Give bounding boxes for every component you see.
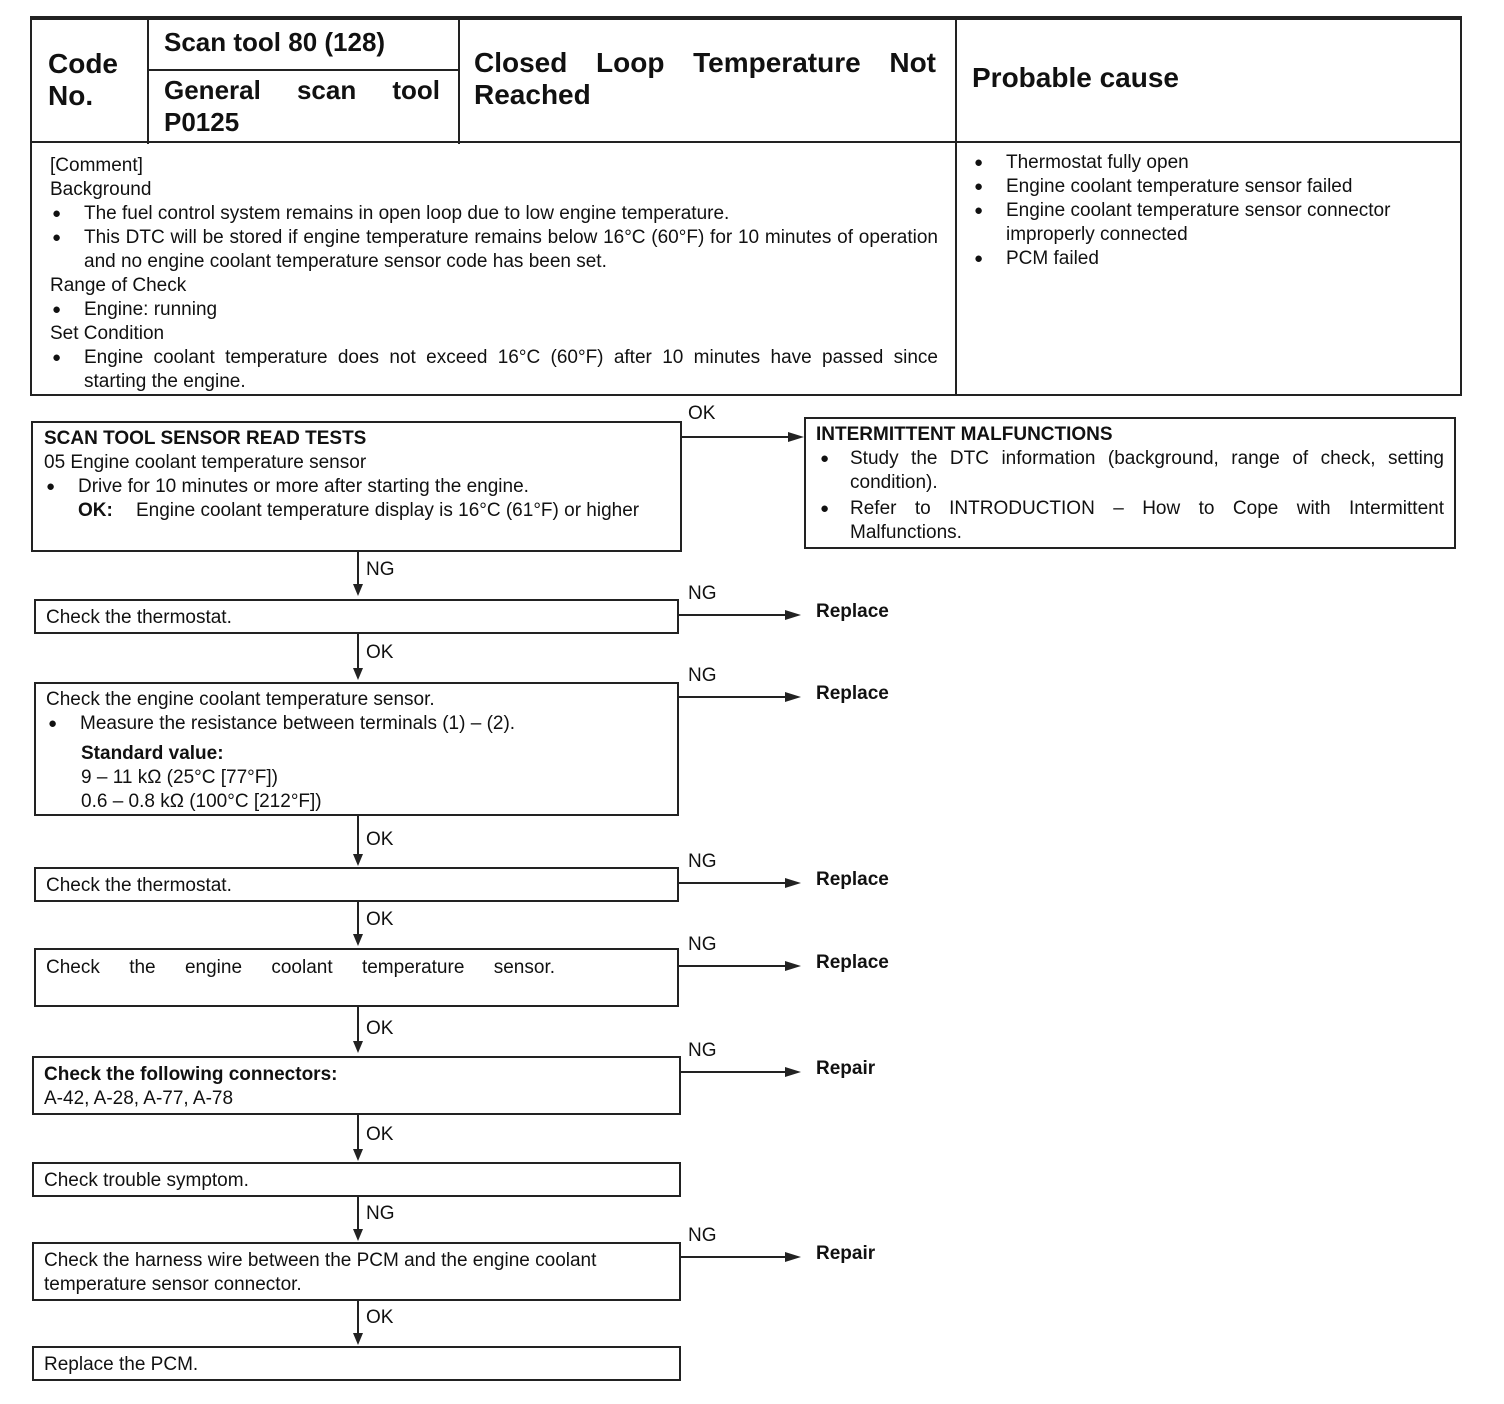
ng-label: NG <box>688 665 717 686</box>
standard-value-1: 9 – 11 kΩ (25°C [77°F]) <box>81 767 278 788</box>
connector-line <box>357 816 359 856</box>
ok-label: OK <box>688 403 716 424</box>
header-divider <box>30 141 1462 143</box>
check-harness-box <box>32 1242 681 1301</box>
scan-test-ok-text: Engine coolant temperature display is 16°C (61°F) or higher <box>136 500 640 521</box>
connector-line <box>681 1071 785 1073</box>
check-connectors-box <box>32 1056 681 1115</box>
scan-test-line: 05 Engine coolant temperature sensor <box>44 452 367 473</box>
result-replace: Replace <box>816 601 889 622</box>
check-harness-text: Check the harness wire between the PCM and the engine coolant temperature sensor connector. <box>44 1250 597 1295</box>
scan-test-bullet: ● Drive for 10 minutes or more after starting the engine. <box>44 475 670 499</box>
check-trouble-symptom-box <box>32 1162 681 1197</box>
result-replace: Replace <box>816 952 889 973</box>
ok-label: OK <box>366 909 394 930</box>
connector-line <box>679 882 785 884</box>
ok-label: OK <box>366 1124 394 1145</box>
result-replace: Replace <box>816 683 889 704</box>
background-item: ● The fuel control system remains in open loop due to low engine temperature. <box>50 202 938 226</box>
connector-line <box>357 902 359 936</box>
background-label: Background <box>50 179 152 200</box>
ng-label: NG <box>688 583 717 604</box>
check-thermostat-text: Check the thermostat. <box>46 875 232 896</box>
check-ect-text: Check the engine coolant temperature sensor. <box>46 957 555 978</box>
probable-cause-title: Probable cause <box>972 62 1179 93</box>
scan-test-title: SCAN TOOL SENSOR READ TESTS <box>44 428 367 449</box>
ok-label: OK <box>366 1307 394 1328</box>
check-thermostat-text: Check the thermostat. <box>46 607 232 628</box>
arrow-right-icon <box>785 610 801 620</box>
range-item: ● Engine: running <box>50 298 938 322</box>
probable-cause-list <box>972 151 1442 271</box>
background-item: ● This DTC will be stored if engine temperature remains below 16°C (60°F) for 10 minutes of operation and no engine coolant temperature sensor code has been set. <box>50 226 938 274</box>
header-divider <box>147 16 149 144</box>
scan-test-ok-row <box>44 499 670 523</box>
scan-tool-80-label: Scan tool 80 (128) <box>164 27 386 57</box>
scan-test-ok-label: OK: <box>78 500 113 521</box>
arrow-down-icon <box>353 854 363 866</box>
ng-label: NG <box>366 1203 395 1224</box>
check-ect-bullet: ● Measure the resistance between terminals (1) – (2). <box>46 712 667 736</box>
header-divider <box>30 18 1462 20</box>
replace-pcm-text: Replace the PCM. <box>44 1354 199 1375</box>
probable-cause-item: ● Engine coolant temperature sensor failed <box>972 175 1442 199</box>
result-repair: Repair <box>816 1243 876 1264</box>
comment-section <box>50 154 938 394</box>
comment-label: [Comment] <box>50 155 143 176</box>
header-divider <box>955 16 957 396</box>
arrow-down-icon <box>353 1149 363 1161</box>
connector-line <box>357 1301 359 1335</box>
header-divider <box>458 16 460 144</box>
ok-label: OK <box>366 829 394 850</box>
connector-line <box>679 696 785 698</box>
set-condition-item: ● Engine coolant temperature does not exceed 16°C (60°F) after 10 minutes have passed since starting the engine. <box>50 346 938 394</box>
range-label: Range of Check <box>50 275 187 296</box>
result-replace: Replace <box>816 869 889 890</box>
standard-value-label: Standard value: <box>81 743 224 764</box>
ng-label: NG <box>366 559 395 580</box>
arrow-right-icon <box>785 1252 801 1262</box>
intermittent-item: ● Study the DTC information (background, range of check, setting condition). <box>816 447 1444 495</box>
arrow-right-icon <box>788 432 804 442</box>
check-trouble-symptom-text: Check trouble symptom. <box>44 1170 249 1191</box>
header-divider <box>148 69 458 71</box>
arrow-down-icon <box>353 934 363 946</box>
code-no-label: Code No. <box>48 48 118 111</box>
arrow-right-icon <box>785 692 801 702</box>
check-ect-title: Check the engine coolant temperature sensor. <box>46 689 435 710</box>
ok-label: OK <box>366 642 394 663</box>
check-connectors-list: A-42, A-28, A-77, A-78 <box>44 1088 234 1109</box>
probable-cause-item: ● Engine coolant temperature sensor connector improperly connected <box>972 199 1442 247</box>
result-repair: Repair <box>816 1058 876 1079</box>
arrow-down-icon <box>353 1333 363 1345</box>
check-ect-sensor-box <box>34 948 679 1007</box>
check-connectors-title: Check the following connectors: <box>44 1064 338 1085</box>
connector-line <box>357 1115 359 1151</box>
check-thermostat-box <box>34 867 679 902</box>
connector-line <box>357 634 359 670</box>
arrow-right-icon <box>785 1067 801 1077</box>
intermittent-item: ● Refer to INTRODUCTION – How to Cope with Intermittent Malfunctions. <box>816 497 1444 545</box>
probable-cause-item: ● PCM failed <box>972 247 1442 271</box>
intermittent-malfunctions-box <box>804 417 1456 549</box>
replace-pcm-box <box>32 1346 681 1381</box>
standard-value-2: 0.6 – 0.8 kΩ (100°C [212°F]) <box>81 791 322 812</box>
connector-line <box>682 436 790 438</box>
standard-value-block <box>46 742 667 814</box>
dtc-title: Closed Loop Temperature Not Reached <box>474 47 936 110</box>
arrow-down-icon <box>353 584 363 596</box>
connector-line <box>679 614 785 616</box>
connector-line <box>357 552 359 586</box>
arrow-right-icon <box>785 961 801 971</box>
connector-line <box>681 1256 785 1258</box>
connector-line <box>357 1007 359 1043</box>
connector-line <box>679 965 785 967</box>
ng-label: NG <box>688 1040 717 1061</box>
check-ect-sensor-box <box>34 682 679 816</box>
arrow-right-icon <box>785 878 801 888</box>
ok-label: OK <box>366 1018 394 1039</box>
check-thermostat-box <box>34 599 679 634</box>
connector-line <box>357 1197 359 1231</box>
ng-label: NG <box>688 934 717 955</box>
ng-label: NG <box>688 1225 717 1246</box>
intermittent-title: INTERMITTENT MALFUNCTIONS <box>816 424 1113 445</box>
arrow-down-icon <box>353 668 363 680</box>
arrow-down-icon <box>353 1229 363 1241</box>
ng-label: NG <box>688 851 717 872</box>
set-condition-label: Set Condition <box>50 323 165 344</box>
probable-cause-item: ● Thermostat fully open <box>972 151 1442 175</box>
general-scan-tool-label: General scan tool P0125 <box>164 75 440 137</box>
arrow-down-icon <box>353 1041 363 1053</box>
scan-tool-sensor-read-tests-box <box>31 421 682 552</box>
